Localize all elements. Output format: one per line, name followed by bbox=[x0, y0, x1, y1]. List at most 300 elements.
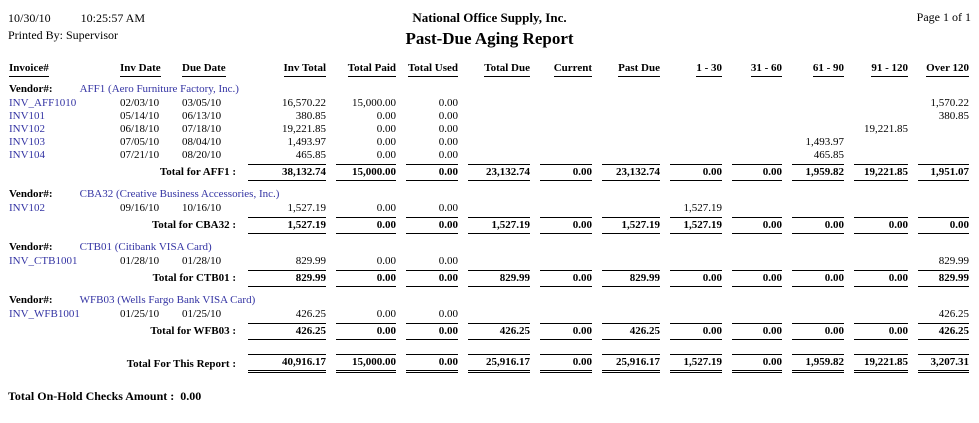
current-cell bbox=[532, 123, 594, 136]
total-due-total-cell bbox=[460, 321, 532, 340]
invoice-number-link[interactable]: INV104 bbox=[9, 149, 46, 161]
total-due-total-cell bbox=[460, 215, 532, 234]
column-header bbox=[784, 62, 846, 81]
b31-60-total-cell bbox=[724, 215, 784, 234]
total-value: 0.00 bbox=[792, 217, 844, 234]
total-used-cell: 0.00 bbox=[438, 110, 458, 122]
vendor-total-row bbox=[8, 268, 971, 287]
invoice-number-link[interactable]: INV103 bbox=[9, 136, 46, 148]
past-due-total-cell bbox=[594, 352, 662, 373]
inv-total-total-cell bbox=[240, 162, 328, 181]
total-value: 0.00 bbox=[854, 270, 908, 287]
past-due-cell bbox=[594, 136, 662, 149]
column-header-label: Total Used bbox=[408, 62, 458, 77]
current-total-cell bbox=[532, 268, 594, 287]
invoice-row bbox=[8, 123, 971, 136]
column-header-label: Inv Date bbox=[120, 62, 161, 77]
column-header-label: Current bbox=[554, 62, 592, 77]
inv-total-cell: 380.85 bbox=[295, 110, 326, 122]
past-due-cell bbox=[594, 110, 662, 123]
total-due-cell bbox=[460, 123, 532, 136]
invoice-number-link[interactable]: INV_WFB1001 bbox=[9, 308, 80, 320]
total-value: 0.00 bbox=[540, 217, 592, 234]
total-paid-cell: 0.00 bbox=[376, 123, 396, 135]
b91-120-total-cell bbox=[846, 215, 910, 234]
column-header bbox=[662, 62, 724, 81]
current-total-cell bbox=[532, 352, 594, 373]
total-value: 1,527.19 bbox=[670, 354, 722, 373]
b31-60-cell bbox=[724, 97, 784, 110]
total-paid-cell: 0.00 bbox=[376, 202, 396, 214]
vendor-number-label: Vendor#: bbox=[9, 241, 53, 253]
inv-total-cell: 465.85 bbox=[295, 149, 326, 161]
total-paid-total-cell bbox=[328, 321, 398, 340]
total-label: Total for CBA32 : bbox=[151, 219, 236, 231]
column-header-label: Over 120 bbox=[926, 62, 969, 77]
invoice-number-link[interactable]: INV102 bbox=[9, 123, 46, 135]
due-date-cell: 10/16/10 bbox=[182, 202, 222, 214]
total-label: Total For This Report : bbox=[126, 358, 236, 370]
company-name: National Office Supply, Inc. bbox=[412, 10, 567, 25]
column-header-label: 91 - 120 bbox=[871, 62, 908, 77]
total-value: 0.00 bbox=[732, 164, 782, 181]
total-value: 0.00 bbox=[670, 164, 722, 181]
total-used-total-cell bbox=[398, 352, 460, 373]
inv-total-cell: 829.99 bbox=[295, 255, 326, 267]
b91-120-cell: 19,221.85 bbox=[864, 123, 908, 135]
table-head bbox=[8, 62, 971, 81]
b91-120-cell bbox=[846, 136, 910, 149]
over-120-cell bbox=[910, 136, 971, 149]
inv-total-cell: 1,493.97 bbox=[287, 136, 326, 148]
b31-60-cell bbox=[724, 123, 784, 136]
b91-120-total-cell bbox=[846, 321, 910, 340]
invoice-row bbox=[8, 308, 971, 321]
total-paid-cell: 0.00 bbox=[376, 110, 396, 122]
total-due-total-cell bbox=[460, 162, 532, 181]
vendor-name-link[interactable]: CTB01 (Citibank VISA Card) bbox=[79, 241, 212, 253]
invoice-row bbox=[8, 136, 971, 149]
total-label: Total for AFF1 : bbox=[159, 166, 236, 178]
column-header-label: Total Due bbox=[484, 62, 530, 77]
invoice-number-link[interactable]: INV101 bbox=[9, 110, 46, 122]
column-header-label: 61 - 90 bbox=[813, 62, 844, 77]
total-value: 829.99 bbox=[602, 270, 660, 287]
inv-total-cell: 19,221.85 bbox=[282, 123, 326, 135]
b91-120-cell bbox=[846, 97, 910, 110]
invoice-row bbox=[8, 97, 971, 110]
total-due-cell bbox=[460, 110, 532, 123]
current-cell bbox=[532, 110, 594, 123]
total-due-cell bbox=[460, 255, 532, 268]
b91-120-cell bbox=[846, 255, 910, 268]
total-paid-cell: 0.00 bbox=[376, 149, 396, 161]
total-used-cell: 0.00 bbox=[438, 255, 458, 267]
total-paid-total-cell bbox=[328, 268, 398, 287]
inv-total-cell: 16,570.22 bbox=[282, 97, 326, 109]
column-header bbox=[240, 62, 328, 81]
b61-90-cell bbox=[784, 255, 846, 268]
header-left bbox=[8, 10, 405, 44]
total-value: 426.25 bbox=[468, 323, 530, 340]
total-value: 15,000.00 bbox=[336, 164, 396, 181]
total-used-cell: 0.00 bbox=[438, 97, 458, 109]
inv-date-cell: 01/28/10 bbox=[120, 255, 160, 267]
b31-60-cell bbox=[724, 149, 784, 162]
current-total-cell bbox=[532, 162, 594, 181]
b61-90-total-cell bbox=[784, 268, 846, 287]
report-date: 10/30/10 bbox=[8, 11, 51, 25]
total-value: 0.00 bbox=[732, 354, 782, 373]
vendor-name-link[interactable]: WFB03 (Wells Fargo Bank VISA Card) bbox=[79, 294, 256, 306]
total-value: 0.00 bbox=[732, 323, 782, 340]
b1-30-total-cell bbox=[662, 162, 724, 181]
report-total-row bbox=[8, 352, 971, 373]
total-paid-cell: 0.00 bbox=[376, 136, 396, 148]
inv-date-cell: 02/03/10 bbox=[120, 97, 160, 109]
b1-30-cell bbox=[662, 149, 724, 162]
due-date-cell: 01/28/10 bbox=[182, 255, 222, 267]
total-value: 0.00 bbox=[540, 323, 592, 340]
total-value: 0.00 bbox=[406, 323, 458, 340]
current-cell bbox=[532, 97, 594, 110]
over-120-cell bbox=[910, 202, 971, 215]
b61-90-cell bbox=[784, 202, 846, 215]
total-value: 0.00 bbox=[336, 217, 396, 234]
b1-30-total-cell bbox=[662, 321, 724, 340]
report-time: 10:25:57 AM bbox=[80, 11, 146, 25]
total-value: 1,527.19 bbox=[602, 217, 660, 234]
total-used-total-cell bbox=[398, 321, 460, 340]
column-header bbox=[328, 62, 398, 81]
total-value: 0.00 bbox=[540, 270, 592, 287]
total-used-cell: 0.00 bbox=[438, 123, 458, 135]
total-value: 0.00 bbox=[854, 217, 908, 234]
total-value: 3,207.31 bbox=[918, 354, 969, 373]
b31-60-cell bbox=[724, 255, 784, 268]
vendor-cell bbox=[8, 239, 971, 255]
total-due-cell bbox=[460, 149, 532, 162]
b91-120-total-cell bbox=[846, 162, 910, 181]
b31-60-cell bbox=[724, 110, 784, 123]
past-due-cell bbox=[594, 308, 662, 321]
column-header bbox=[398, 62, 460, 81]
b61-90-cell bbox=[784, 97, 846, 110]
b61-90-cell bbox=[784, 123, 846, 136]
vendor-number-label: Vendor#: bbox=[9, 188, 53, 200]
total-used-total-cell bbox=[398, 215, 460, 234]
total-due-cell bbox=[460, 202, 532, 215]
total-paid-total-cell bbox=[328, 352, 398, 373]
total-due-cell bbox=[460, 136, 532, 149]
current-total-cell bbox=[532, 215, 594, 234]
inv-date-cell: 01/25/10 bbox=[120, 308, 160, 320]
column-header-label: 31 - 60 bbox=[751, 62, 782, 77]
invoice-number-link[interactable]: INV_CTB1001 bbox=[9, 255, 78, 267]
past-due-cell bbox=[594, 255, 662, 268]
vendor-number-label: Vendor#: bbox=[9, 83, 53, 95]
b1-30-cell bbox=[662, 97, 724, 110]
b61-90-cell: 465.85 bbox=[813, 149, 844, 161]
vendor-name-link[interactable]: CBA32 (Creative Business Accessories, Inc.) bbox=[79, 188, 280, 200]
over-120-cell: 1,570.22 bbox=[930, 97, 969, 109]
total-due-total-cell bbox=[460, 352, 532, 373]
total-value: 0.00 bbox=[406, 217, 458, 234]
total-value: 0.00 bbox=[732, 270, 782, 287]
invoice-row bbox=[8, 110, 971, 123]
total-paid-cell: 0.00 bbox=[376, 255, 396, 267]
spacer bbox=[8, 345, 971, 352]
column-header-label: Total Paid bbox=[348, 62, 396, 77]
column-header-label: 1 - 30 bbox=[696, 62, 722, 77]
inv-total-cell: 426.25 bbox=[295, 308, 326, 320]
total-value: 829.99 bbox=[248, 270, 326, 287]
over-120-total-cell bbox=[910, 268, 971, 287]
vendor-row bbox=[8, 292, 971, 308]
b61-90-total-cell bbox=[784, 321, 846, 340]
total-paid-cell: 15,000.00 bbox=[352, 97, 396, 109]
total-value: 40,916.17 bbox=[248, 354, 326, 373]
inv-date-cell: 05/14/10 bbox=[120, 110, 160, 122]
b1-30-total-cell bbox=[662, 352, 724, 373]
invoice-row bbox=[8, 202, 971, 215]
invoice-number-link[interactable]: INV102 bbox=[9, 202, 46, 214]
b31-60-total-cell bbox=[724, 352, 784, 373]
b1-30-total-cell bbox=[662, 215, 724, 234]
b1-30-cell bbox=[662, 255, 724, 268]
total-used-cell: 0.00 bbox=[438, 308, 458, 320]
due-date-cell: 03/05/10 bbox=[182, 97, 222, 109]
total-value: 23,132.74 bbox=[468, 164, 530, 181]
inv-date-cell: 09/16/10 bbox=[120, 202, 160, 214]
total-value: 23,132.74 bbox=[602, 164, 660, 181]
total-value: 0.00 bbox=[540, 164, 592, 181]
column-header bbox=[460, 62, 532, 81]
b1-30-total-cell bbox=[662, 268, 724, 287]
total-value: 0.00 bbox=[406, 354, 458, 373]
total-value: 0.00 bbox=[406, 270, 458, 287]
past-due-cell bbox=[594, 123, 662, 136]
total-used-cell: 0.00 bbox=[438, 149, 458, 161]
total-value: 1,951.07 bbox=[918, 164, 969, 181]
vendor-row bbox=[8, 81, 971, 97]
total-used-total-cell bbox=[398, 162, 460, 181]
total-value: 426.25 bbox=[248, 323, 326, 340]
b31-60-total-cell bbox=[724, 321, 784, 340]
past-due-cell bbox=[594, 149, 662, 162]
total-value: 1,959.82 bbox=[792, 354, 844, 373]
total-used-cell: 0.00 bbox=[438, 202, 458, 214]
b31-60-total-cell bbox=[724, 162, 784, 181]
vendor-total-row bbox=[8, 215, 971, 234]
total-value: 426.25 bbox=[918, 323, 969, 340]
invoice-row bbox=[8, 255, 971, 268]
past-due-cell bbox=[594, 202, 662, 215]
over-120-total-cell bbox=[910, 321, 971, 340]
due-date-cell: 01/25/10 bbox=[182, 308, 222, 320]
over-120-total-cell bbox=[910, 215, 971, 234]
b31-60-total-cell bbox=[724, 268, 784, 287]
column-header-label: Due Date bbox=[182, 62, 226, 77]
b1-30-cell: 1,527.19 bbox=[683, 202, 722, 214]
past-due-total-cell bbox=[594, 321, 662, 340]
inv-total-cell: 1,527.19 bbox=[287, 202, 326, 214]
b91-120-cell bbox=[846, 110, 910, 123]
b1-30-cell bbox=[662, 308, 724, 321]
vendor-row bbox=[8, 239, 971, 255]
current-cell bbox=[532, 202, 594, 215]
b1-30-cell bbox=[662, 110, 724, 123]
total-value: 426.25 bbox=[602, 323, 660, 340]
vendor-cell bbox=[8, 186, 971, 202]
total-value: 0.00 bbox=[732, 217, 782, 234]
total-value: 0.00 bbox=[336, 323, 396, 340]
header-datetime bbox=[8, 10, 405, 27]
current-cell bbox=[532, 255, 594, 268]
header-center bbox=[405, 10, 573, 50]
vendor-name-link[interactable]: AFF1 (Aero Furniture Factory, Inc.) bbox=[79, 83, 239, 95]
past-due-total-cell bbox=[594, 162, 662, 181]
total-value: 829.99 bbox=[918, 270, 969, 287]
aging-report-table bbox=[8, 62, 971, 373]
total-used-cell: 0.00 bbox=[438, 136, 458, 148]
due-date-cell: 08/04/10 bbox=[182, 136, 222, 148]
vendor-row bbox=[8, 186, 971, 202]
due-date-cell: 07/18/10 bbox=[182, 123, 222, 135]
inv-date-cell: 07/05/10 bbox=[120, 136, 160, 148]
over-120-cell: 829.99 bbox=[938, 255, 969, 267]
invoice-row bbox=[8, 149, 971, 162]
total-value: 1,959.82 bbox=[792, 164, 844, 181]
total-paid-total-cell bbox=[328, 215, 398, 234]
column-header bbox=[910, 62, 971, 81]
onhold-checks-label: Total On-Hold Checks Amount : bbox=[8, 389, 175, 403]
total-value: 0.00 bbox=[540, 354, 592, 373]
report-title: Past-Due Aging Report bbox=[405, 29, 574, 48]
total-value: 25,916.17 bbox=[602, 354, 660, 373]
column-header-row bbox=[8, 62, 971, 81]
b91-120-total-cell bbox=[846, 268, 910, 287]
total-value: 1,527.19 bbox=[248, 217, 326, 234]
report-header bbox=[8, 10, 971, 50]
current-cell bbox=[532, 149, 594, 162]
total-value: 19,221.85 bbox=[854, 164, 908, 181]
total-value: 0.00 bbox=[792, 323, 844, 340]
total-paid-total-cell bbox=[328, 162, 398, 181]
total-value: 15,000.00 bbox=[336, 354, 396, 373]
total-due-cell bbox=[460, 97, 532, 110]
total-label: Total for CTB01 : bbox=[152, 272, 236, 284]
past-due-cell bbox=[594, 97, 662, 110]
column-header bbox=[846, 62, 910, 81]
b1-30-cell bbox=[662, 123, 724, 136]
b61-90-total-cell bbox=[784, 352, 846, 373]
column-header bbox=[112, 62, 174, 81]
b31-60-cell bbox=[724, 308, 784, 321]
b61-90-total-cell bbox=[784, 215, 846, 234]
b31-60-cell bbox=[724, 202, 784, 215]
spacer-row bbox=[8, 345, 971, 352]
total-value: 0.00 bbox=[336, 270, 396, 287]
b61-90-cell bbox=[784, 110, 846, 123]
invoice-number-link[interactable]: INV_AFF1010 bbox=[9, 97, 77, 109]
total-due-total-cell bbox=[460, 268, 532, 287]
due-date-cell: 08/20/10 bbox=[182, 149, 222, 161]
b61-90-cell: 1,493.97 bbox=[805, 136, 844, 148]
total-value: 1,527.19 bbox=[670, 217, 722, 234]
current-cell bbox=[532, 136, 594, 149]
column-header bbox=[594, 62, 662, 81]
b91-120-cell bbox=[846, 308, 910, 321]
over-120-total-cell bbox=[910, 162, 971, 181]
over-120-cell: 426.25 bbox=[938, 308, 969, 320]
inv-date-cell: 07/21/10 bbox=[120, 149, 160, 161]
vendor-number-label: Vendor#: bbox=[9, 294, 53, 306]
current-total-cell bbox=[532, 321, 594, 340]
column-header-label: Inv Total bbox=[284, 62, 327, 77]
column-header bbox=[8, 62, 112, 81]
total-value: 1,527.19 bbox=[468, 217, 530, 234]
total-value: 19,221.85 bbox=[854, 354, 908, 373]
b91-120-cell bbox=[846, 149, 910, 162]
inv-total-total-cell bbox=[240, 321, 328, 340]
past-due-total-cell bbox=[594, 268, 662, 287]
inv-total-total-cell bbox=[240, 352, 328, 373]
b31-60-cell bbox=[724, 136, 784, 149]
total-value: 0.00 bbox=[670, 270, 722, 287]
total-value: 38,132.74 bbox=[248, 164, 326, 181]
due-date-cell: 06/13/10 bbox=[182, 110, 222, 122]
b91-120-total-cell bbox=[846, 352, 910, 373]
over-120-cell bbox=[910, 149, 971, 162]
column-header bbox=[724, 62, 784, 81]
over-120-total-cell bbox=[910, 352, 971, 373]
table-body bbox=[8, 81, 971, 373]
past-due-total-cell bbox=[594, 215, 662, 234]
total-due-cell bbox=[460, 308, 532, 321]
inv-total-total-cell bbox=[240, 215, 328, 234]
column-header bbox=[532, 62, 594, 81]
printed-by: Printed By: Supervisor bbox=[8, 28, 118, 42]
report-footer bbox=[8, 389, 971, 404]
inv-total-total-cell bbox=[240, 268, 328, 287]
total-value: 0.00 bbox=[854, 323, 908, 340]
b1-30-cell bbox=[662, 136, 724, 149]
b61-90-cell bbox=[784, 308, 846, 321]
total-value: 0.00 bbox=[792, 270, 844, 287]
vendor-total-row bbox=[8, 321, 971, 340]
vendor-cell bbox=[8, 292, 971, 308]
total-value: 25,916.17 bbox=[468, 354, 530, 373]
onhold-checks-amount: 0.00 bbox=[180, 389, 202, 403]
total-value: 0.00 bbox=[406, 164, 458, 181]
page-indicator: Page 1 of 1 bbox=[916, 10, 971, 24]
total-label: Total for WFB03 : bbox=[150, 325, 236, 337]
b91-120-cell bbox=[846, 202, 910, 215]
inv-date-cell: 06/18/10 bbox=[120, 123, 160, 135]
column-header bbox=[174, 62, 240, 81]
column-header-label: Invoice# bbox=[9, 62, 49, 77]
over-120-cell: 380.85 bbox=[938, 110, 969, 122]
total-value: 0.00 bbox=[670, 323, 722, 340]
b61-90-total-cell bbox=[784, 162, 846, 181]
total-value: 0.00 bbox=[918, 217, 969, 234]
vendor-cell bbox=[8, 81, 971, 97]
total-value: 829.99 bbox=[468, 270, 530, 287]
vendor-total-row bbox=[8, 162, 971, 181]
column-header-label: Past Due bbox=[618, 62, 660, 77]
current-cell bbox=[532, 308, 594, 321]
